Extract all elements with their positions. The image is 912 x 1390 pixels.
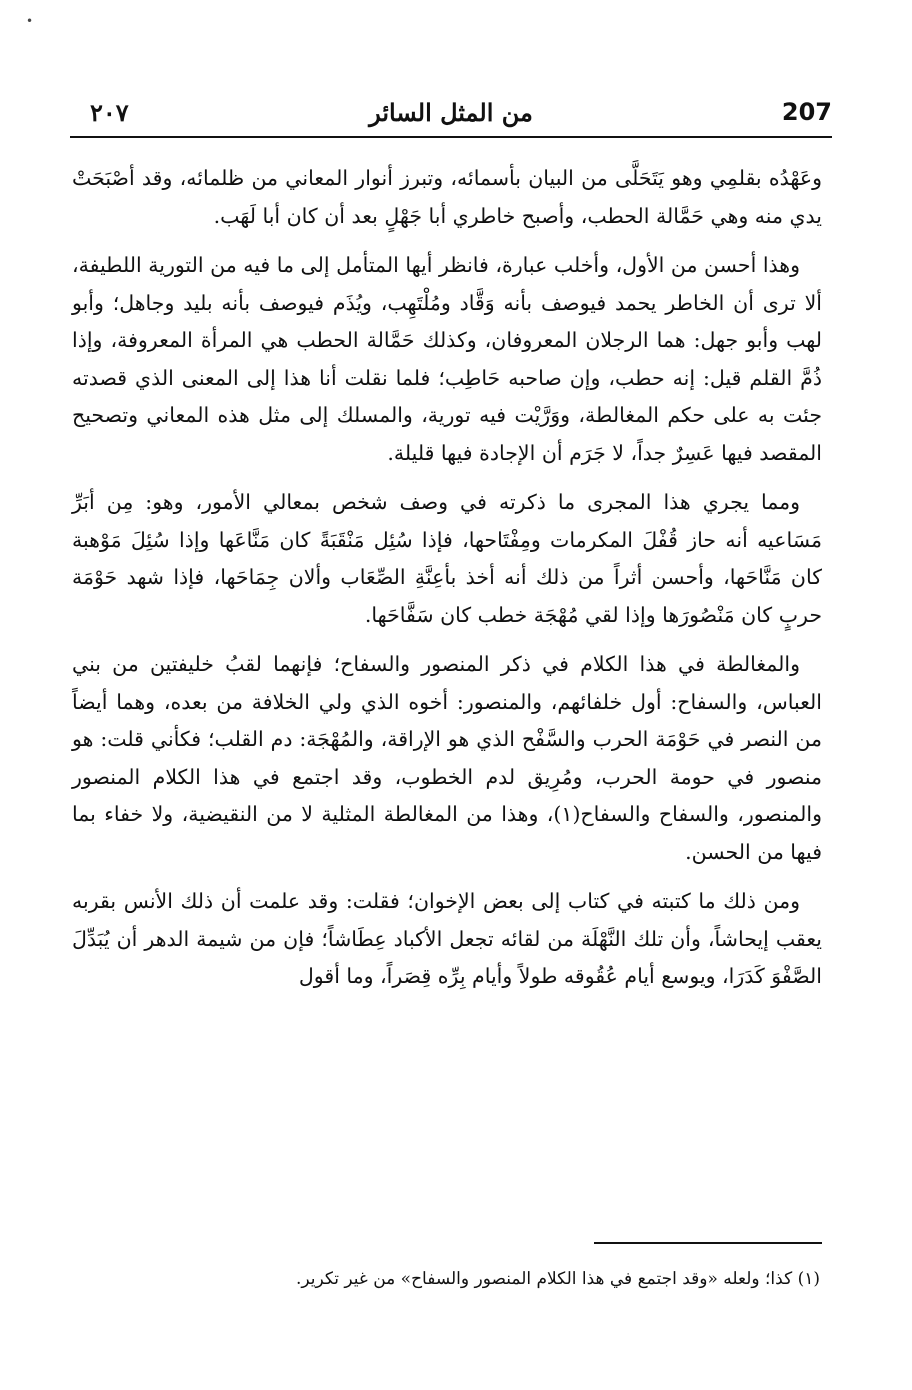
- page-number-arabic: ٢٠٧: [90, 98, 129, 127]
- footnote-rule: [594, 1242, 822, 1244]
- paragraph: ومما يجري هذا المجرى ما ذكرته في وصف شخص بمعالي الأمور، وهو: مِن أبَرِّ مَسَاعيه أنه حاز قُفْلَ المكرمات ومِفْتَاحها، فإذا سُئِل مَنْقَبَةً كان مَنَّاعَها وإذا سُئِلَ مَوْهبة كان مَنَّاحَها، وأحسن أثراً من ذلك أنه أخذ بأعِنَّةِ الصِّعَاب وألان جِمَاحَها، فإذا شهد حَوْمَة حربٍ كان مَنْصُورَها وإذا لقي مُهْجَة خطب كان سَفَّاحَها.: [72, 490, 822, 627]
- page-header: [70, 94, 832, 138]
- page-body: [72, 160, 822, 1008]
- page-number-latin: 207: [781, 98, 832, 126]
- paragraph: وهذا أحسن من الأول، وأخلب عبارة، فانظر أيها المتأمل إلى ما فيه من التورية اللطيفة، ألا ترى أن الخاطر يحمد فيوصف بأنه وَقَّاد ومُلْتَهِب، ويُذَم فيوصف بأنه بليد وجاهل؛ وأبو لهب وأبو جهل: هما الرجلان المعروفان، وكذلك حَمَّالة الحطب هي المرأة المعروفة، وإذا ذُمَّ القلم قيل: إنه حطب، وإن صاحبه حَاطِب؛ فلما نقلت أنا هذا إلى المعنى الذي قصدته جئت به على حكم المغالطة، ووَرَّيْت فيه تورية، والمسلك إلى مثل هذه المعاني وتصحيح المقصد فيها عَسِرٌ جداً، لا جَرَم أن الإجادة فيها قليلة.: [72, 253, 822, 465]
- running-title: من المثل السائر: [369, 98, 533, 127]
- paragraph: وعَهْدُه بقلمِي وهو يَتَحَلَّى من البيان بأسمائه، وتبرز أنوار المعاني من ظلمائه، وقد أصْبَحَتْ يدي منه وهي حَمَّالة الحطب، وأصبح خاطري أبا جَهْلٍ بعد أن كان أبا لَهَب.: [72, 166, 822, 228]
- paragraph: ومن ذلك ما كتبته في كتاب إلى بعض الإخوان؛ فقلت: وقد علمت أن ذلك الأنس بقربه يعقب إيحاشاً، وأن تلك النَّهْلَة من لقائه تجعل الأكباد عِطَاشاً؛ فإن من شيمة الدهر أن يُبَدِّلَ الصَّفْوَ كَدَرَا، ويوسع أيام عُقُوقه طولاً وأيام بِرِّه قِصَراً، وما أقول: [72, 889, 822, 988]
- margin-mark: •: [26, 14, 34, 28]
- paragraph: والمغالطة في هذا الكلام في ذكر المنصور والسفاح؛ فإنهما لقبُ خليفتين من بني العباس، والسفاح: أول خلفائهم، والمنصور: أخوه الذي ولي الخلافة من بعده، وهما أيضاً من النصر في حَوْمَة الحرب والسَّفْح الذي هو الإراقة، والمُهْجَة: دم القلب؛ فكأني قلت: هو منصور في حومة الحرب، ومُرِيق لدم الخطوب، وقد اجتمع في هذا الكلام المنصور والمنصور، والسفاح والسفاح(١)، وهذا من المغالطة المثلية لا من النقيضية، ولا خفاء بما فيها من الحسن.: [72, 652, 823, 864]
- footnote: (١) كذا؛ ولعله «وقد اجتمع في هذا الكلام المنصور والسفاح» من غير تكرير.: [296, 1269, 820, 1289]
